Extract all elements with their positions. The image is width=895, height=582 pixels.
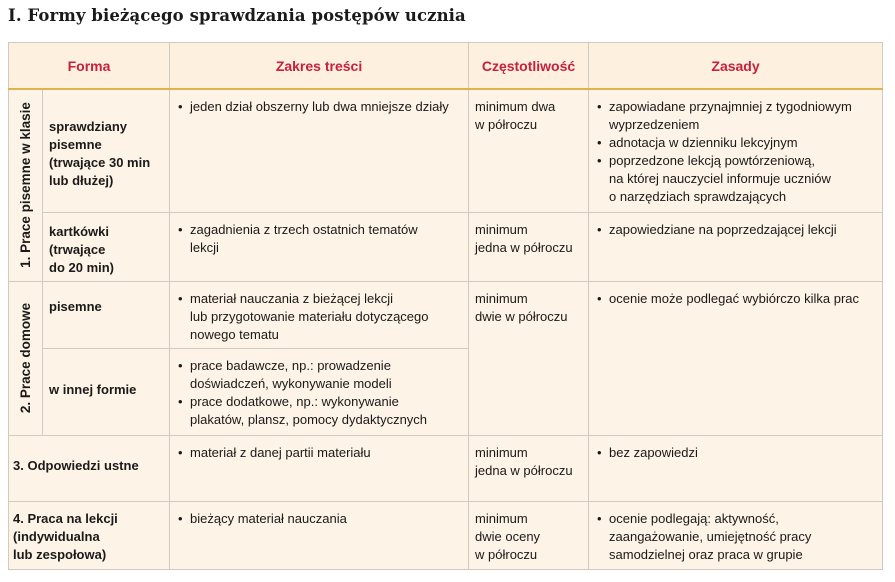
list-item: • materiał nauczania z bieżącej lekcji lub przygotowanie materiału dotyczącego nowego tematu (190, 290, 462, 344)
group-label: 1. Prace pisemne w klasie (17, 102, 33, 269)
forma-cell: 4. Praca na lekcji (indywidualna lub zespołowa) (9, 501, 170, 569)
page-title: I. Formy bieżącego sprawdzania postępów ucznia (8, 6, 466, 25)
zasady-cell (589, 212, 883, 281)
zasady-cell (589, 501, 883, 569)
zakres-cell (170, 501, 469, 569)
table-row (9, 89, 883, 212)
zasady-cell (589, 89, 883, 212)
zakres-cell (170, 435, 469, 501)
list-item: • poprzedzone lekcją powtórzeniową, na której nauczyciel informuje uczniów o narzędziach sprawdzających (609, 152, 876, 206)
zakres-cell (170, 348, 469, 435)
list-item: • materiał z danej partii materiału (190, 444, 462, 462)
list-item: • bieżący materiał nauczania (190, 510, 462, 528)
zasady-cell (589, 281, 883, 435)
list-item: • zagadnienia z trzech ostatnich tematów lekcji (190, 221, 462, 257)
assessment-table (8, 42, 883, 570)
list-item: • prace dodatkowe, np.: wykonywanie plakatów, plansz, pomocy dydaktycznych (190, 393, 462, 429)
list-item: • bez zapowiedzi (609, 444, 876, 462)
header-zasady: Zasady (589, 43, 883, 90)
header-forma: Forma (9, 43, 170, 90)
forma-cell: kartkówki (trwające do 20 min) (43, 212, 170, 281)
group-label: 2. Prace domowe (17, 302, 33, 414)
list-item: • zapowiedziane na poprzedzającej lekcji (609, 221, 876, 239)
zakres-cell (170, 212, 469, 281)
header-row (9, 43, 883, 90)
czestotliwosc-cell: minimum dwa w półroczu (469, 89, 589, 212)
table-row (9, 281, 883, 348)
list-item: • zapowiadane przynajmniej z tygodniowym wyprzedzeniem (609, 98, 876, 134)
table-row (9, 501, 883, 569)
forma-cell: 3. Odpowiedzi ustne (9, 435, 170, 501)
header-czestotliwosc: Częstotliwość (469, 43, 589, 90)
list-item: • ocenie może podlegać wybiórczo kilka prac (609, 290, 876, 308)
czestotliwosc-cell: minimum dwie oceny w półroczu (469, 501, 589, 569)
forma-cell: w innej formie (43, 348, 170, 435)
list-item: • adnotacja w dzienniku lekcyjnym (609, 134, 876, 152)
zakres-cell (170, 89, 469, 212)
table-row (9, 212, 883, 281)
list-item: • jeden dział obszerny lub dwa mniejsze działy (190, 98, 462, 116)
list-item: • prace badawcze, np.: prowadzenie doświadczeń, wykonywanie modeli (190, 357, 462, 393)
czestotliwosc-cell: minimum jedna w półroczu (469, 435, 589, 501)
zakres-cell (170, 281, 469, 348)
group-label-cell (9, 89, 43, 281)
list-item: • ocenie podlegają: aktywność, zaangażowanie, umiejętność pracy samodzielnej oraz praca w grupie (609, 510, 876, 564)
forma-cell: pisemne (43, 281, 170, 348)
czestotliwosc-cell: minimum dwie w półroczu (469, 281, 589, 435)
header-zakres: Zakres treści (170, 43, 469, 90)
zasady-cell (589, 435, 883, 501)
forma-cell: sprawdziany pisemne (trwające 30 min lub dłużej) (43, 89, 170, 212)
group-label-cell (9, 281, 43, 435)
table-row (9, 435, 883, 501)
czestotliwosc-cell: minimum jedna w półroczu (469, 212, 589, 281)
